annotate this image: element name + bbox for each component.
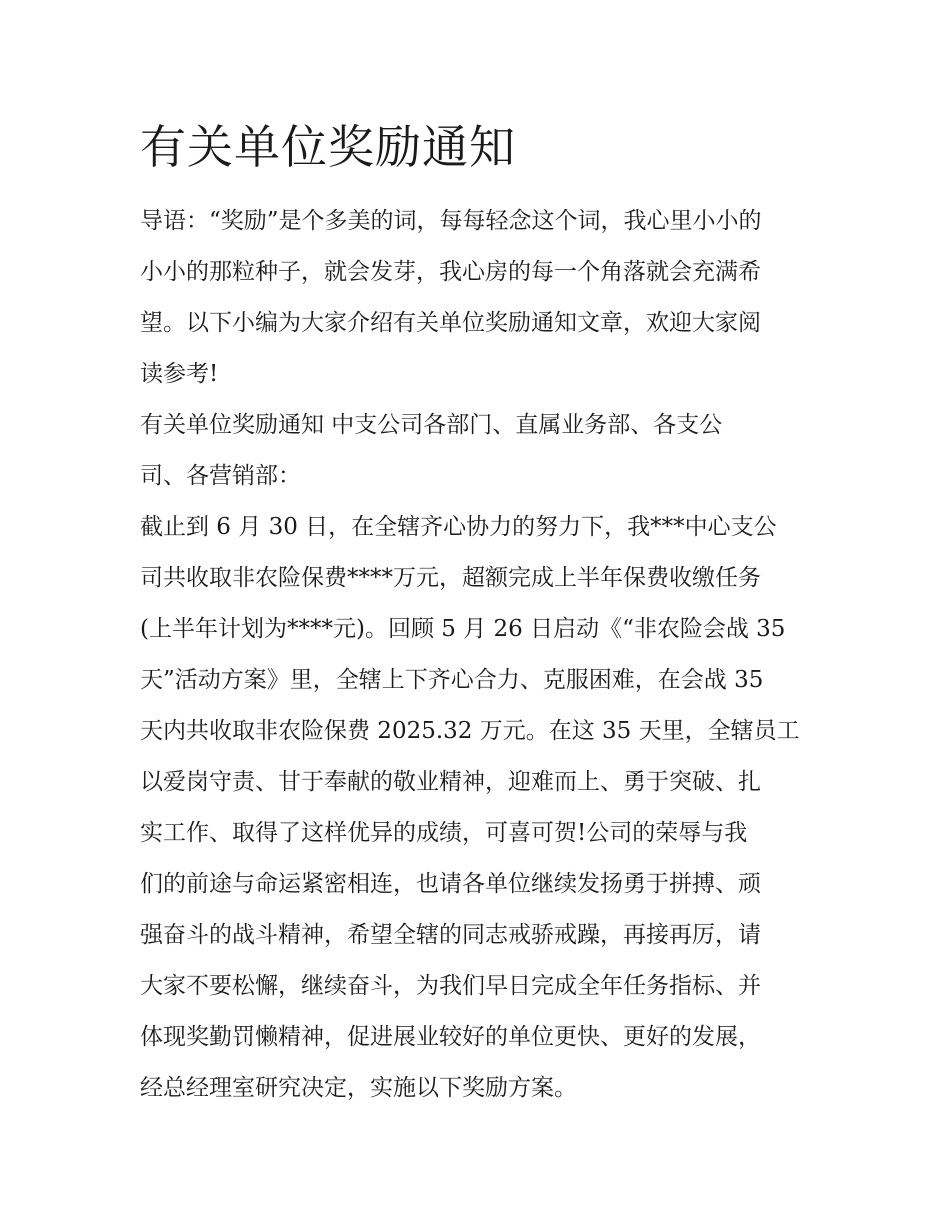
text-line: 导语：“奖励”是个多美的词，每每轻念这个词，我心里小小的 xyxy=(140,208,762,234)
document-title: 有关单位奖励通知 xyxy=(140,120,516,174)
text-line: 望。以下小编为大家介绍有关单位奖励通知文章，欢迎大家阅 xyxy=(140,310,761,336)
text-line: 们的前途与命运紧密相连，也请各单位继续发扬勇于拼搏、顽 xyxy=(140,871,761,897)
text-line: 实工作、取得了这样优异的成绩，可喜可贺!公司的荣辱与我 xyxy=(140,820,748,846)
text-line: 天”活动方案》里，全辖上下齐心合力、克服困难，在会战 35 xyxy=(140,667,764,693)
text-line: 有关单位奖励通知 中支公司各部门、直属业务部、各支公 xyxy=(140,412,723,438)
text-line: 大家不要松懈，继续奋斗，为我们早日完成全年任务指标、并 xyxy=(140,973,761,999)
text-line: 司共收取非农险保费****万元，超额完成上半年保费收缴任务 xyxy=(140,565,761,591)
text-line: 经总经理室研究决定，实施以下奖励方案。 xyxy=(140,1075,577,1101)
text-line: 强奋斗的战斗精神，希望全辖的同志戒骄戒躁，再接再厉，请 xyxy=(140,922,761,948)
document-body xyxy=(140,196,820,1114)
text-line: 小小的那粒种子，就会发芽，我心房的每一个角落就会充满希 xyxy=(140,259,761,285)
text-line: (上半年计划为****元)。回顾 5 月 26 日启动《“非农险会战 35 xyxy=(140,616,786,642)
text-line: 以爱岗守责、甘于奉献的敬业精神，迎难而上、勇于突破、扎 xyxy=(140,769,761,795)
text-line: 天内共收取非农险保费 2025.32 万元。在这 35 天里，全辖员工 xyxy=(140,718,800,744)
text-line: 体现奖勤罚懒精神，促进展业较好的单位更快、更好的发展， xyxy=(140,1024,761,1050)
text-line: 司、各营销部： xyxy=(140,463,301,489)
text-line: 读参考! xyxy=(140,361,219,387)
text-line: 截止到 6 月 30 日，在全辖齐心协力的努力下，我***中心支公 xyxy=(140,514,777,540)
